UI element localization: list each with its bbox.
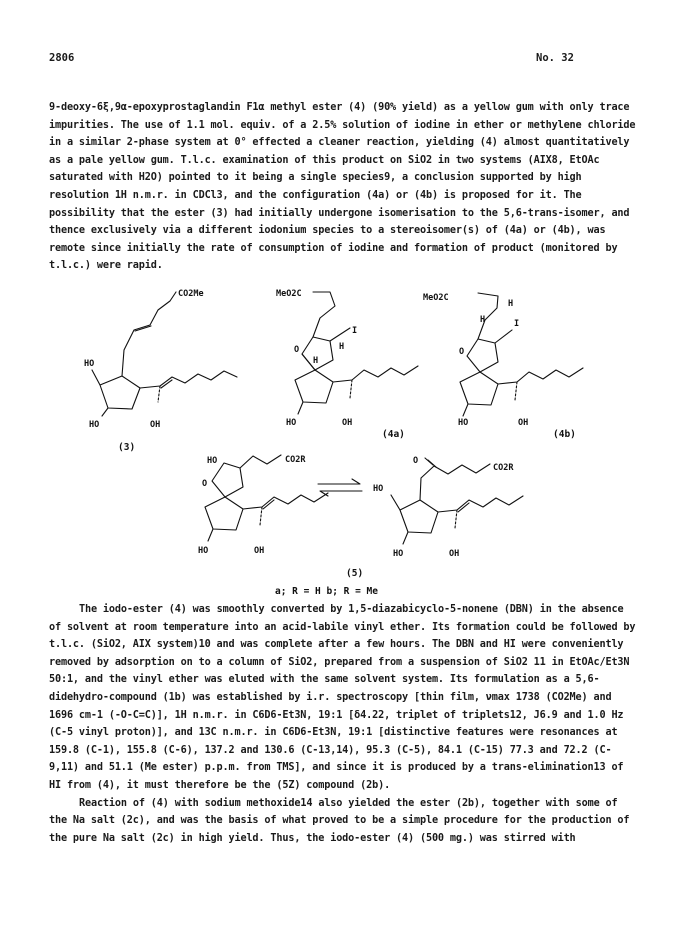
oxygen-label: O [294, 345, 300, 355]
compound-label-4b: (4b) [553, 429, 576, 440]
r-group-legend: a; R = H b; R = Me [275, 586, 378, 597]
iodine-label: I [514, 319, 520, 329]
paragraph-3: Reaction of (4) with sodium methoxide14 also yielded the ester (2b), together with some of the Na salt (2c), and was the basis of what proved to be a simple procedure for the production of the pure Na salt (2c) in high yield. Thus, the iodo-ester (4) (500 mg.) was stirred with [49, 797, 630, 844]
ho-label: HO [393, 549, 404, 559]
meo2c-label: MeO2C [423, 293, 449, 303]
oh-label: OH [150, 420, 161, 430]
compound-label-3: (3) [118, 442, 136, 453]
ho-label: HO [458, 418, 469, 428]
iodine-label: I [352, 326, 358, 336]
body-text [49, 601, 641, 847]
h-label: H [480, 315, 486, 325]
co2me-label: CO2Me [178, 289, 204, 299]
ho-label: HO [207, 456, 218, 466]
structure-4b [460, 293, 583, 416]
journal-issue: No. 32 [536, 52, 574, 64]
ho-label: HO [373, 484, 384, 494]
meo2c-label: MeO2C [276, 289, 302, 299]
structure-5-hemiketal [205, 455, 328, 541]
compound-label-4a: (4a) [382, 429, 405, 440]
oh-label: OH [449, 549, 460, 559]
oh-label: OH [254, 546, 265, 556]
equilibrium-arrow [318, 479, 362, 496]
oh-label: OH [518, 418, 529, 428]
co2r-label: CO2R [493, 463, 514, 473]
ho-label: HO [84, 359, 95, 369]
structure-4a [295, 292, 418, 414]
co2r-label: CO2R [285, 455, 306, 465]
page-number: 2806 [49, 52, 75, 64]
oxygen-label: O [413, 456, 419, 466]
oxygen-label: O [459, 347, 465, 357]
h-label: H [313, 356, 319, 366]
paragraph-text: 9-deoxy-6ξ,9α-epoxyprostaglandin F1α methyl ester (4) (90% yield) as a yellow gum with only trace impurities. The use of 1.1 mol. equiv. of a 2.5% solution of iodine in ether or methylene chloride in a similar 2-phase system at 0° effected a cleaner reaction, yielding (4) almost quantitatively as a pale yellow gum. T.l.c. examination of this product on SiO2 in two systems (AIX8, EtOAc saturated with H2O) pointed to it being a single species9, a conclusion supported by high resolution 1H n.m.r. in CDCl3, and the configuration (4a) or (4b) is proposed for it. The possibility that the ester (3) had initially undergone isomerisation to the 5,6-trans-isomer, and thence exclusively via a different iodonium species to a stereoisomer(s) of (4a) or (4b), was remote since initially the rate of consumption of iodine and formation of product (monitored by t.l.c.) were rapid. [49, 102, 636, 272]
oxygen-label: O [202, 479, 208, 489]
h-label: H [508, 299, 514, 309]
structure-3 [92, 292, 237, 416]
ho-label: HO [89, 420, 100, 430]
paragraph-1 [49, 99, 641, 275]
oh-label: OH [342, 418, 353, 428]
ho-label: HO [198, 546, 209, 556]
compound-label-5: (5) [346, 568, 364, 579]
paragraph-2: The iodo-ester (4) was smoothly converted by 1,5-diazabicyclo-5-nonene (DBN) in the absence of solvent at room temperature into an acid-labile vinyl ether. Its formation could be followed by t.l.c. (SiO2, AIX system)10 and was complete after a few hours. The DBN and HI were conveniently removed by adsorption on to a column of SiO2, prepared from a suspension of SiO2 11 in EtOAc/Et3N 50:1, and the vinyl ether was eluted with the same solvent system. Its formulation as a 5,6-didehydro-compound (1b) was established by i.r. spectroscopy [thin film, νmax 1738 (CO2Me) and 1696 cm-1 (-O-C=C)], 1H n.m.r. in C6D6-Et3N, 19:1 [δ4.22, triplet of triplets12, J6.9 and 1.0 Hz (C-5 vinyl proton)], and 13C n.m.r. in C6D6-Et3N, 19:1 [distinctive features were resonances at 159.8 (C-1), 155.8 (C-6), 137.2 and 130.6 (C-13,14), 95.3 (C-5), 84.1 (C-15) 77.3 and 72.2 (C-9,11) and 51.1 (Me ester) p.p.m. from TMS], and since it is produced by a trans-elimination13 of HI from (4), it must therefore be the (5Z) compound (2b). [49, 604, 636, 791]
ho-label: HO [286, 418, 297, 428]
chemical-structures-figure [0, 280, 680, 600]
h-label: H [339, 342, 345, 352]
